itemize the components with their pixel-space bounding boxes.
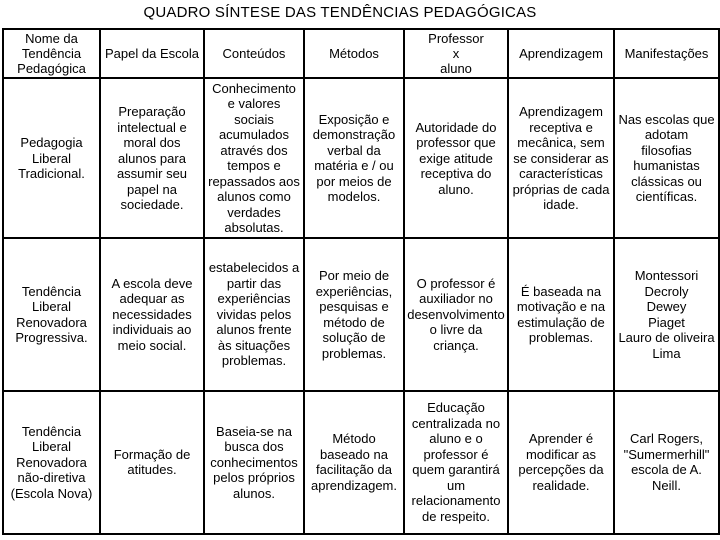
table-row: [3, 391, 719, 534]
table-cell: Preparação intelectual e moral dos alunos para assumir seu papel na sociedade.: [100, 78, 204, 238]
header-methods: Métodos: [304, 29, 404, 78]
header-teacher-student: Professor x aluno: [404, 29, 508, 78]
table-header-row: [3, 29, 719, 78]
page-title: QUADRO SÍNTESE DAS TENDÊNCIAS PEDAGÓGICAS: [143, 4, 537, 21]
table-cell: Pedagogia Liberal Tradicional.: [3, 78, 100, 238]
table-cell: Montessori Decroly Dewey Piaget Lauro de oliveira Lima: [614, 238, 719, 390]
table-cell: Por meio de experiências, pesquisas e método de solução de problemas.: [304, 238, 404, 390]
header-learning: Aprendizagem: [508, 29, 614, 78]
table-cell: Baseia-se na busca dos conhecimentos pelos próprios alunos.: [204, 391, 304, 534]
table-cell: Aprendizagem receptiva e mecânica, sem se considerar as características próprias de cada idade.: [508, 78, 614, 238]
table-cell: Método baseado na facilitação da aprendizagem.: [304, 391, 404, 534]
table-row: [3, 78, 719, 238]
header-manifestations: Manifestações: [614, 29, 719, 78]
header-school-role: Papel da Escola: [100, 29, 204, 78]
table-cell: Tendência Liberal Renovadora Progressiva.: [3, 238, 100, 390]
table-cell: Exposição e demonstração verbal da matéria e / ou por meios de modelos.: [304, 78, 404, 238]
table-cell: Autoridade do professor que exige atitude receptiva do aluno.: [404, 78, 508, 238]
synthesis-table: [2, 28, 720, 535]
table-row: [3, 238, 719, 390]
table-cell: Formação de atitudes.: [100, 391, 204, 534]
table-cell: O professor é auxiliador no desenvolvimento o livre da criança.: [404, 238, 508, 390]
table-cell: estabelecidos a partir das experiências vividas pelos alunos frente às situações problemas.: [204, 238, 304, 390]
table-cell: Aprender é modificar as percepções da realidade.: [508, 391, 614, 534]
header-contents: Conteúdos: [204, 29, 304, 78]
table-cell: Nas escolas que adotam filosofias humanistas clássicas ou científicas.: [614, 78, 719, 238]
table-cell: Educação centralizada no aluno e o professor é quem garantirá um relacionamento de respeito.: [404, 391, 508, 534]
table-cell: Carl Rogers, "Sumermerhill" escola de A. Neill.: [614, 391, 719, 534]
table-cell: É baseada na motivação e na estimulação de problemas.: [508, 238, 614, 390]
table-cell: Conhecimento e valores sociais acumulados através dos tempos e repassados aos alunos como verdades absolutas.: [204, 78, 304, 238]
table-cell: Tendência Liberal Renovadora não-diretiva (Escola Nova): [3, 391, 100, 534]
header-tendency-name: Nome da Tendência Pedagógica: [3, 29, 100, 78]
table-cell: A escola deve adequar as necessidades individuais ao meio social.: [100, 238, 204, 390]
